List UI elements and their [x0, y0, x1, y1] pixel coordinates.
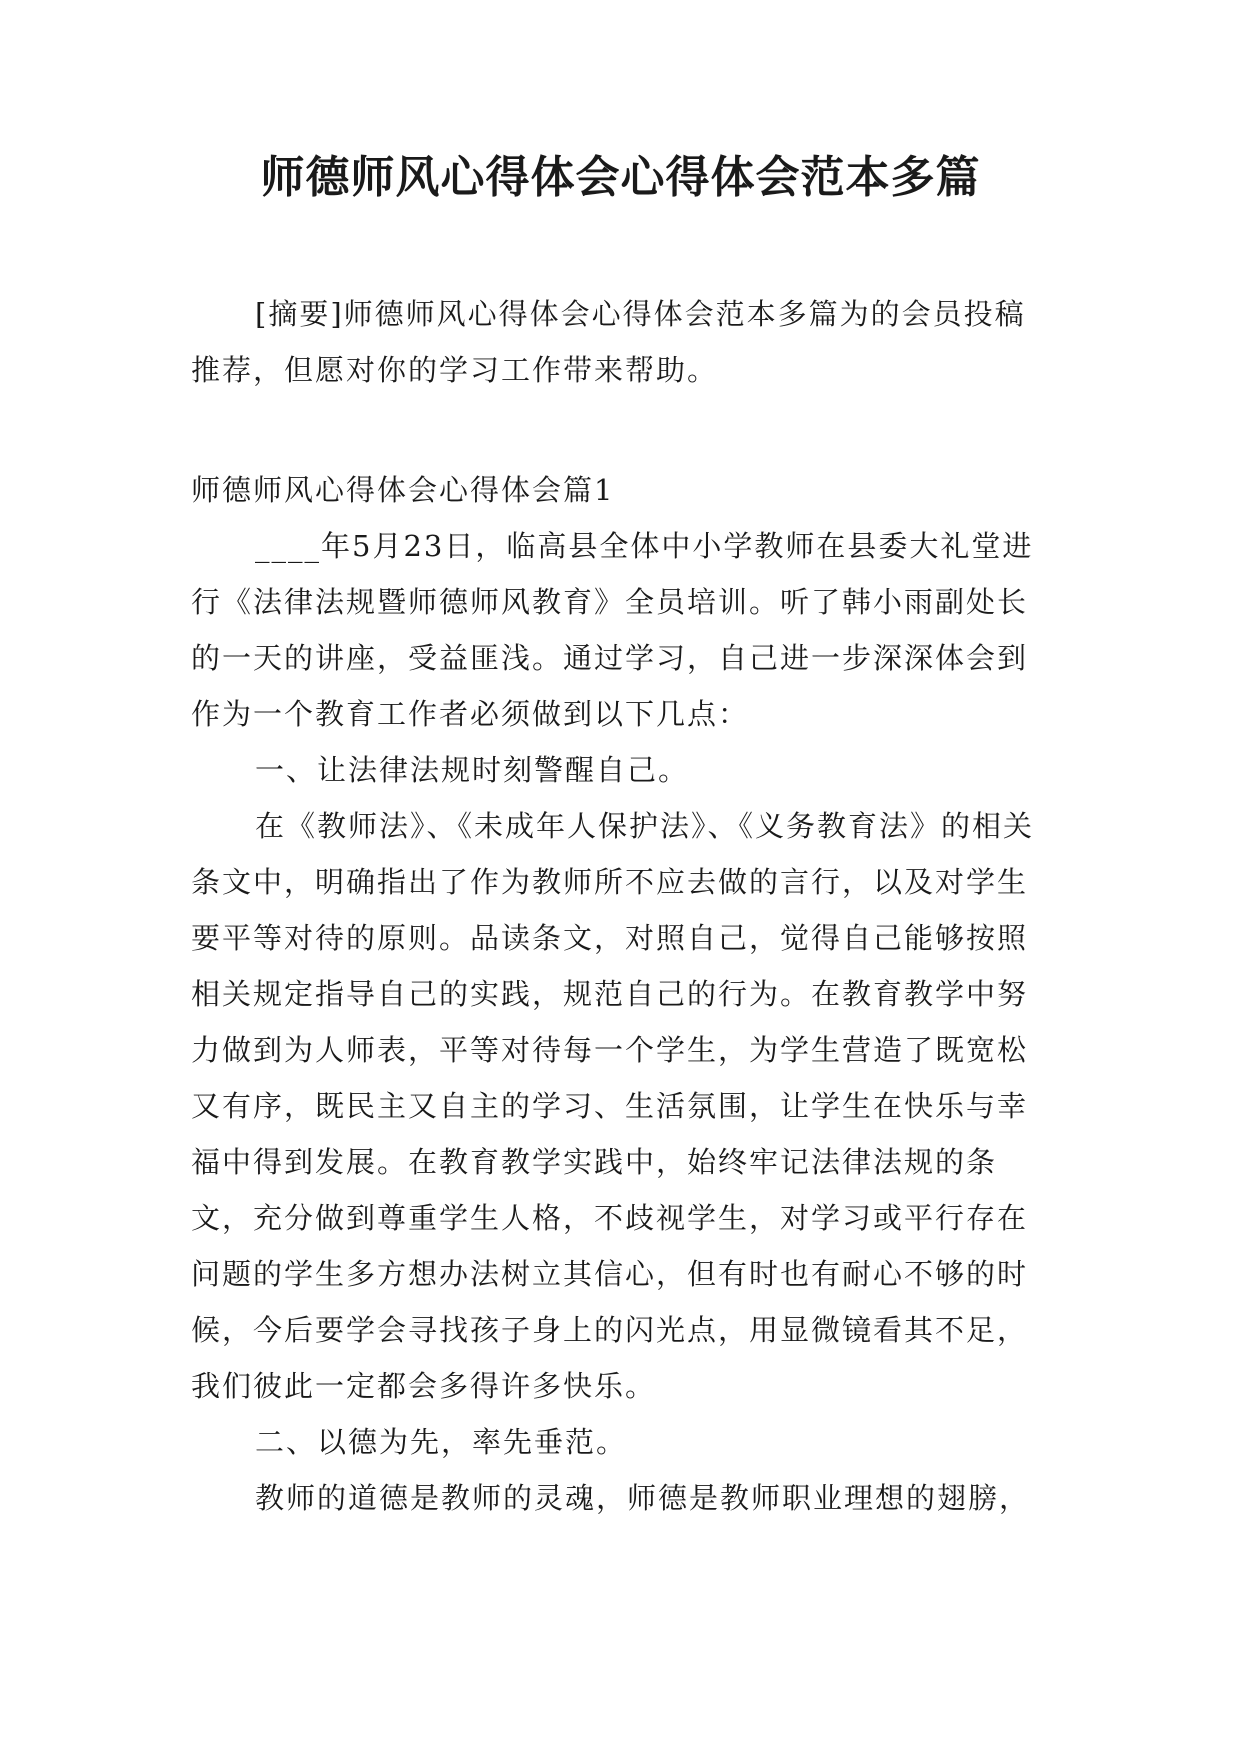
document-title: 师德师风心得体会心得体会范本多篇 [260, 152, 981, 203]
paragraph-teacher-morality: 教师的道德是教师的灵魂，师德是教师职业理想的翅膀， [255, 1481, 1031, 1515]
paragraph-heading-two: 二、以德为先，率先垂范。 [255, 1425, 628, 1459]
paragraph-law-reflection: 在《教师法》、《未成年人保护法》、《义务教育法》的相关条文中，明确指出了作为教师所不应去做的言行，以及对学生要平等对待的原则。品读条文，对照自己，觉得自己能够按照相关规定指导自己的实践，规范自己的行为。在教育教学中努力做到为人师表，平等对待每一个学生，为学生营造了既宽松又有序，既民主又自主的学习、生活氛围，让学生在快乐与幸福中得到发展。在教育教学实践中，始终牢记法律法规的条文，充分做到尊重学生人格，不歧视学生，对学习或平行存在问题的学生多方想办法树立其信心，但有时也有耐心不够的时候，今后要学会寻找孩子身上的闪光点，用显微镜看其不足，我们彼此一定都会多得许多快乐。 [191, 809, 1035, 1403]
paragraph-intro: ____年5月23日，临高县全体中小学教师在县委大礼堂进行《法律法规暨师德师风教育》全员培训。听了韩小雨副处长的一天的讲座，受益匪浅。通过学习，自己进一步深深体会到作为一个教育工作者必须做到以下几点： [191, 529, 1034, 731]
paragraph-heading-one: 一、让法律法规时刻警醒自己。 [255, 753, 690, 787]
abstract-paragraph: [摘要]师德师风心得体会心得体会范本多篇为的会员投稿推荐，但愿对你的学习工作带来帮助。 [191, 297, 1026, 387]
section-title: 师德师风心得体会心得体会篇1 [191, 473, 615, 507]
article-body [191, 518, 1051, 1526]
